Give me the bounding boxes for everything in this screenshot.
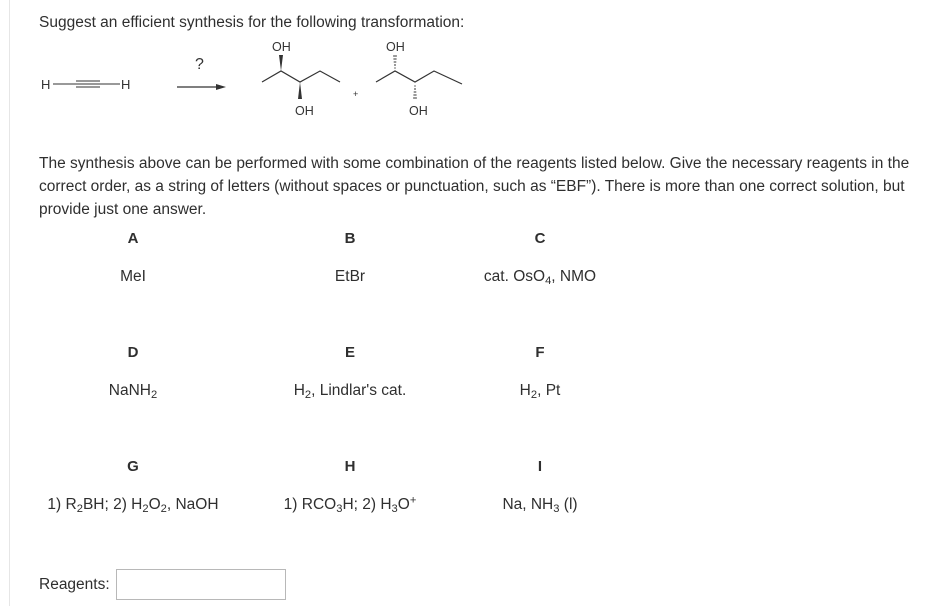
reagent-f-letter: F — [535, 344, 545, 361]
plus-sign: + — [353, 89, 359, 99]
triple-bond — [53, 81, 120, 87]
product1-wedge-top — [279, 55, 283, 71]
reagent-g-name: 1) $R_2BH$; 2) $H_2O_2$, NaOH — [47, 496, 219, 515]
reaction-arrow — [177, 84, 226, 90]
reagent-e-letter: E — [344, 344, 355, 361]
product1-wedge-bottom — [298, 82, 302, 99]
reagents-label: Reagents: — [39, 576, 110, 593]
reagent-b-letter: B — [344, 230, 356, 247]
product2-skeleton — [376, 71, 462, 84]
reagent-a-name: MeI — [120, 268, 146, 285]
reagents-answer-input[interactable] — [116, 569, 286, 600]
instructions-text: The synthesis above can be performed with some combination of the reagents listed below. Give the necessary reagents in the correct order, as a string of letters (without spaces or punctuation, such as “EBF”). There is more than one correct solution, but provide just one answer. — [39, 155, 910, 218]
reactant-h-right: H — [121, 77, 131, 92]
product2-hash-top — [393, 56, 397, 68]
reagent-c-name: cat. OsO$_4$, NMO — [483, 268, 597, 287]
reaction-scheme — [0, 0, 936, 160]
product1-oh-bottom: OH — [295, 104, 314, 118]
product1-skeleton — [262, 71, 340, 82]
reagent-b-name: EtBr — [334, 268, 366, 285]
product1-oh-top: OH — [272, 40, 291, 54]
reagent-a-letter: A — [127, 230, 139, 247]
product2-hash-bottom — [413, 86, 417, 98]
product2-oh-bottom: OH — [409, 104, 428, 118]
reagent-d-name: NaNH$_2$ — [108, 382, 158, 401]
arrow-label: ? — [195, 56, 204, 73]
product2-oh-top: OH — [386, 40, 405, 54]
reagent-g-letter: G — [127, 458, 139, 475]
reagent-e-name: $H_2$, Lindlar's cat. — [293, 382, 407, 401]
reagent-d-letter: D — [127, 344, 139, 361]
reagent-h-name: 1) $RCO_3H$; 2) $H_3O^+$ — [283, 494, 417, 515]
reagent-i-letter: I — [537, 458, 543, 475]
reagent-i-name: Na, $NH_3$ (l) — [502, 496, 578, 515]
reactant-h-left: H — [41, 77, 51, 92]
reagent-h-letter: H — [344, 458, 356, 475]
reagent-f-name: $H_2$, Pt — [519, 382, 561, 401]
question-text: Suggest an efficient synthesis for the following transformation: — [39, 14, 465, 31]
reagent-c-letter: C — [534, 230, 546, 247]
